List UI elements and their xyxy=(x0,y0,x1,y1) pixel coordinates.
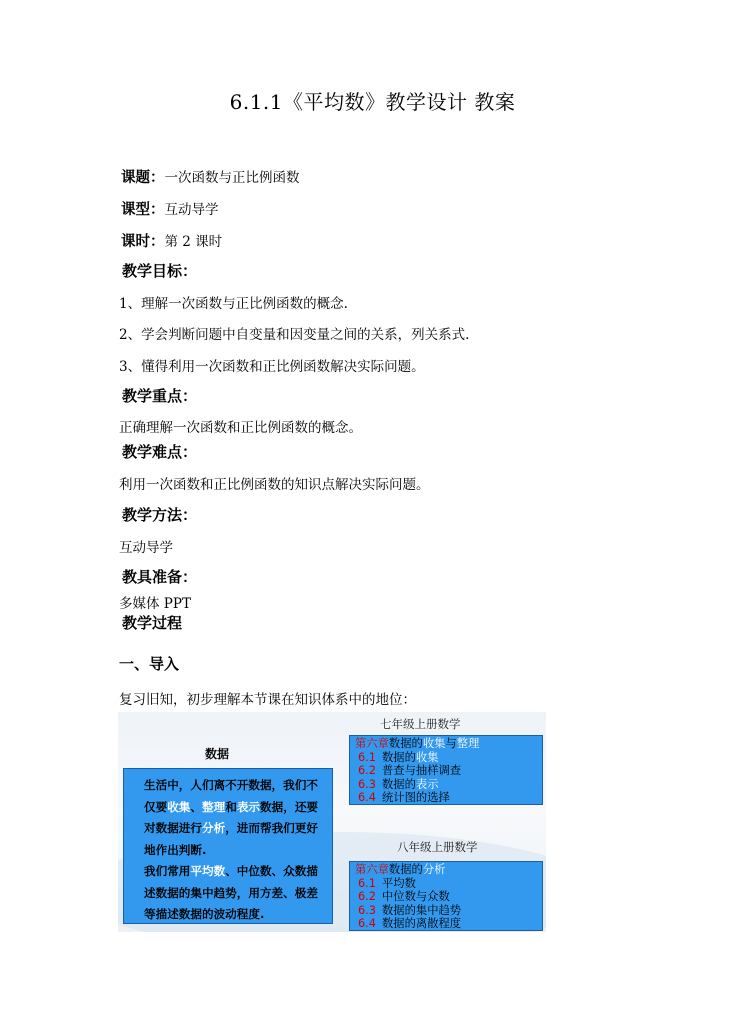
g7-item-num: 6.3 xyxy=(358,777,376,791)
goal-item-1: 1、理解一次函数与正比例函数的概念. xyxy=(119,296,348,312)
hours-line xyxy=(121,230,222,251)
topic-value: 一次函数与正比例函数 xyxy=(164,170,300,186)
grade8-chapter-title xyxy=(355,863,537,877)
g7-item-text: 数据的 xyxy=(382,750,416,764)
g8-item-text: 中位数与众数 xyxy=(382,890,450,903)
key-points-text: 正确理解一次函数和正比例函数的概念。 xyxy=(119,420,362,436)
g8-item-num: 6.3 xyxy=(358,903,376,917)
g8-ch-b: 数据的 xyxy=(388,863,423,876)
grade7-item xyxy=(355,778,537,792)
g8-item-num: 6.4 xyxy=(358,917,376,930)
g7-item-text: 统计图的选择 xyxy=(382,791,450,804)
grade8-item xyxy=(355,890,537,904)
g7-item-text: 普查与抽样调查 xyxy=(382,764,462,777)
p1-hl-collect: 收集 xyxy=(167,799,191,814)
difficulties-text: 利用一次函数和正比例函数的知识点解决实际问题。 xyxy=(119,477,430,493)
p1-text-c: 、 xyxy=(190,799,203,814)
p2-text-a: 我们常用 xyxy=(144,864,191,878)
g8-item-num: 6.1 xyxy=(358,876,376,890)
grade8-chapter-box xyxy=(349,861,543,931)
g8-item-text: 数据的离散程度 xyxy=(382,917,462,930)
process-heading: 教学过程 xyxy=(122,614,183,632)
g7-ch-num: 第六章 xyxy=(355,737,389,750)
section-intro-heading: 一、导入 xyxy=(119,655,180,673)
key-points-heading: 教学重点： xyxy=(122,387,198,405)
g7-item-num: 6.1 xyxy=(358,750,376,764)
methods-text: 互动导学 xyxy=(119,540,173,556)
grade7-item xyxy=(355,791,537,805)
g7-item-hl: 收集 xyxy=(415,750,439,764)
type-label: 课型： xyxy=(121,202,165,218)
p1-text-i: ，进而帮我们更好地作出判断. xyxy=(144,821,318,857)
hours-label: 课时： xyxy=(121,234,165,250)
goal-item-2: 2、学会判断问题中自变量和因变量之间的关系，列关系式. xyxy=(119,327,470,343)
g7-ch-e: 整理 xyxy=(456,737,480,750)
type-value: 互动导学 xyxy=(164,202,219,218)
grade7-title: 七年级上册数学 xyxy=(380,717,461,731)
difficulties-heading: 教学难点： xyxy=(122,443,198,461)
g7-ch-b: 数据的 xyxy=(388,737,423,750)
topic-line xyxy=(121,166,300,187)
grade8-item xyxy=(355,917,537,931)
g8-item-text: 数据的集中趋势 xyxy=(382,903,462,917)
p2-hl-mean: 平均数 xyxy=(190,864,226,878)
p1-hl-represent: 表示 xyxy=(236,799,261,814)
grade7-item xyxy=(355,751,537,765)
slide-image xyxy=(118,712,546,932)
type-line xyxy=(121,198,219,219)
p1-text-a: 生活中，人们离不开数据，我们不仅要 xyxy=(144,778,318,814)
g8-item-text: 平均数 xyxy=(382,876,416,890)
methods-heading: 教学方法： xyxy=(122,506,198,524)
g8-item-num: 6.2 xyxy=(358,890,376,903)
g7-ch-c: 收集 xyxy=(422,737,446,750)
grade7-item xyxy=(355,764,537,778)
tools-text: 多媒体 PPT xyxy=(119,596,191,612)
g7-item-text: 数据的 xyxy=(382,777,416,791)
g7-item-hl: 表示 xyxy=(415,777,439,791)
grade7-chapter-box xyxy=(349,735,543,805)
goals-heading: 教学目标： xyxy=(122,262,198,280)
grade7-chapter-title xyxy=(355,737,537,751)
grade8-title: 八年级上册数学 xyxy=(397,840,478,854)
grade8-item xyxy=(355,904,537,918)
topic-label: 课题： xyxy=(121,170,165,186)
grade8-item xyxy=(355,877,537,891)
slide-heading: 数据 xyxy=(205,747,230,761)
hours-value: 第 2 课时 xyxy=(164,234,223,250)
slide-summary-box xyxy=(123,768,333,924)
p1-text-g: 数据，还要对数据进行 xyxy=(144,799,319,835)
p1-text-e: 和 xyxy=(225,799,237,814)
g8-ch-num: 第六章 xyxy=(355,863,389,876)
summary-paragraph-1 xyxy=(130,775,326,861)
g7-item-num: 6.4 xyxy=(358,791,376,804)
document-title: 6.1.1《平均数》教学设计 教案 xyxy=(229,90,516,114)
summary-paragraph-2 xyxy=(130,861,326,926)
g8-ch-c: 分析 xyxy=(422,863,446,876)
p1-hl-organize: 整理 xyxy=(202,799,226,814)
intro-text: 复习旧知，初步理解本节课在知识体系中的地位： xyxy=(119,692,416,708)
g7-ch-d: 与 xyxy=(445,737,457,750)
p1-hl-analyze: 分析 xyxy=(201,821,226,835)
goal-item-3: 3、懂得利用一次函数和正比例函数解决实际问题。 xyxy=(119,359,425,375)
p2-text-c: 、中位数、众数描述数据的集中趋势，用方差、极差等描述数据的波动程度. xyxy=(144,864,318,921)
tools-heading: 教具准备： xyxy=(122,568,198,586)
g7-item-num: 6.2 xyxy=(358,764,376,777)
